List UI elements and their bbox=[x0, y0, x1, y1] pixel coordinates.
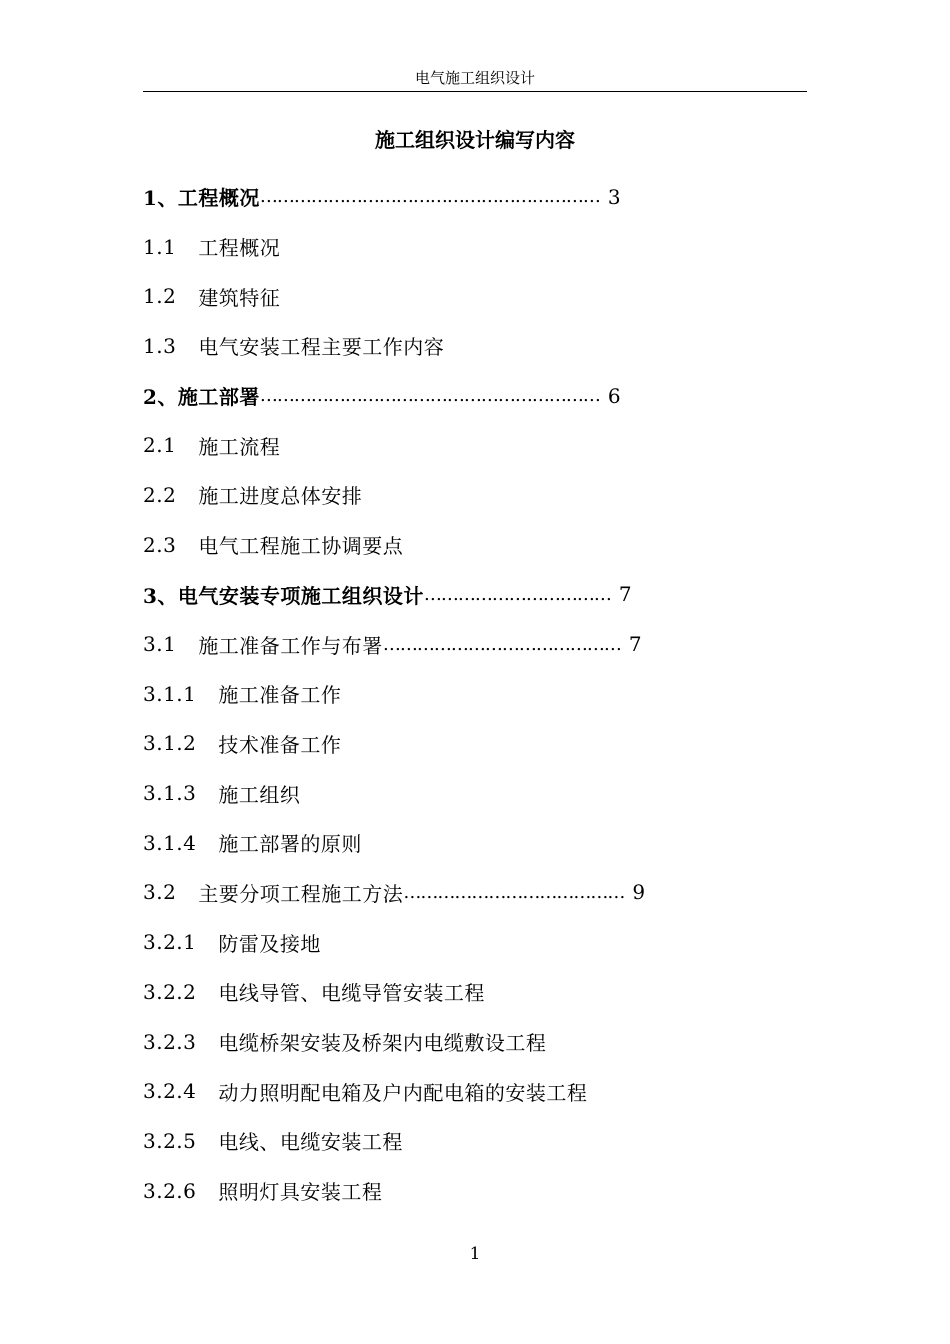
toc-entry-number: 2.2 bbox=[143, 482, 177, 507]
toc-entry bbox=[143, 470, 807, 520]
toc-entry bbox=[143, 917, 807, 967]
toc-dot-leader: …………………………… bbox=[423, 583, 611, 605]
document-title: 施工组织设计编写内容 bbox=[375, 128, 575, 152]
toc-entry-label: 施工部署 bbox=[177, 385, 260, 410]
toc-entry-number: 1、 bbox=[143, 186, 178, 211]
toc-entry-number: 2.3 bbox=[143, 532, 177, 557]
toc-dot-leader: …………………………………… bbox=[382, 633, 621, 655]
toc-entry-label: 施工准备工作 bbox=[218, 683, 342, 708]
toc-entry-label: 技术准备工作 bbox=[218, 732, 342, 757]
toc-entry bbox=[143, 1166, 807, 1216]
page-number: 1 bbox=[469, 1244, 481, 1264]
toc-entry-number: 3.1.3 bbox=[143, 781, 197, 806]
toc-entry-label: 电气安装工程主要工作内容 bbox=[198, 335, 445, 360]
toc-entry-number: 1.3 bbox=[143, 333, 177, 358]
toc-dot-leader: …………………………………………………… bbox=[259, 186, 600, 208]
toc-entry bbox=[143, 172, 807, 222]
toc-entry bbox=[143, 222, 807, 272]
toc-entry-label: 施工进度总体安排 bbox=[198, 484, 363, 509]
toc-entry-number: 3.1 bbox=[143, 632, 177, 657]
toc-entry-label: 电气安装专项施工组织设计 bbox=[177, 583, 424, 608]
toc-entry bbox=[143, 818, 807, 868]
toc-entry bbox=[143, 271, 807, 321]
toc-dot-leader: ………………………………… bbox=[403, 881, 625, 903]
toc-entry bbox=[143, 719, 807, 769]
running-header: 电气施工组织设计 bbox=[414, 69, 535, 87]
toc-entry-number: 3.2 bbox=[143, 880, 177, 905]
toc-entry-number: 3.2.6 bbox=[143, 1178, 197, 1203]
toc-entry bbox=[143, 321, 807, 371]
toc-page-reference: 7 bbox=[628, 632, 643, 657]
toc-entry-label: 动力照明配电箱及户内配电箱的安装工程 bbox=[218, 1080, 588, 1105]
toc-entry bbox=[143, 1017, 807, 1067]
toc-entry-number: 1.2 bbox=[143, 284, 177, 309]
toc-entry-number: 3.2.3 bbox=[143, 1029, 197, 1054]
toc-entry bbox=[143, 371, 807, 421]
toc-entry bbox=[143, 520, 807, 570]
toc-entry-number: 1.1 bbox=[143, 234, 177, 259]
toc-entry-number: 3、 bbox=[143, 583, 178, 608]
toc-entry-label: 防雷及接地 bbox=[218, 931, 321, 956]
toc-page-reference: 9 bbox=[632, 880, 646, 905]
toc-entry-number: 3.2.1 bbox=[143, 930, 197, 955]
toc-entry-number: 3.1.2 bbox=[143, 731, 197, 756]
toc-entry-number: 3.2.2 bbox=[143, 979, 197, 1004]
toc-entry-label: 照明灯具安装工程 bbox=[218, 1180, 383, 1205]
toc-entry-number: 3.1.1 bbox=[143, 681, 197, 706]
toc-entry bbox=[143, 868, 807, 918]
toc-entry bbox=[143, 1116, 807, 1166]
toc-entry-label: 施工流程 bbox=[198, 434, 281, 459]
toc-page-reference: 6 bbox=[607, 383, 622, 408]
toc-entry bbox=[143, 967, 807, 1017]
toc-entry-number: 3.1.4 bbox=[143, 830, 197, 855]
toc-entry-label: 电缆桥架安装及桥架内电缆敷设工程 bbox=[218, 1031, 547, 1056]
toc-entry-label: 施工组织 bbox=[218, 782, 301, 807]
header-rule bbox=[143, 91, 807, 92]
toc-entry-label: 施工准备工作与布署 bbox=[198, 633, 383, 658]
toc-entry bbox=[143, 570, 807, 620]
toc-entry-label: 电线、电缆安装工程 bbox=[218, 1130, 403, 1155]
toc-entry-label: 施工部署的原则 bbox=[218, 832, 362, 857]
toc-page-reference: 3 bbox=[607, 184, 622, 209]
toc-entry bbox=[143, 669, 807, 719]
toc-entry-label: 电线导管、电缆导管安装工程 bbox=[218, 981, 485, 1006]
toc-entry-number: 3.2.4 bbox=[143, 1079, 197, 1104]
toc-entry bbox=[143, 1066, 807, 1116]
toc-entry bbox=[143, 420, 807, 470]
table-of-contents bbox=[143, 172, 807, 1215]
toc-entry-label: 工程概况 bbox=[177, 186, 260, 211]
toc-entry-label: 主要分项工程施工方法 bbox=[198, 881, 404, 906]
toc-entry-number: 2、 bbox=[143, 385, 178, 410]
toc-entry-number: 3.2.5 bbox=[143, 1128, 197, 1153]
toc-entry-label: 电气工程施工协调要点 bbox=[198, 534, 404, 559]
toc-dot-leader: …………………………………………………… bbox=[259, 385, 600, 407]
toc-entry bbox=[143, 768, 807, 818]
toc-entry-label: 工程概况 bbox=[198, 236, 281, 261]
toc-entry bbox=[143, 619, 807, 669]
toc-entry-label: 建筑特征 bbox=[198, 285, 281, 310]
toc-page-reference: 7 bbox=[618, 582, 633, 607]
toc-entry-number: 2.1 bbox=[143, 433, 177, 458]
